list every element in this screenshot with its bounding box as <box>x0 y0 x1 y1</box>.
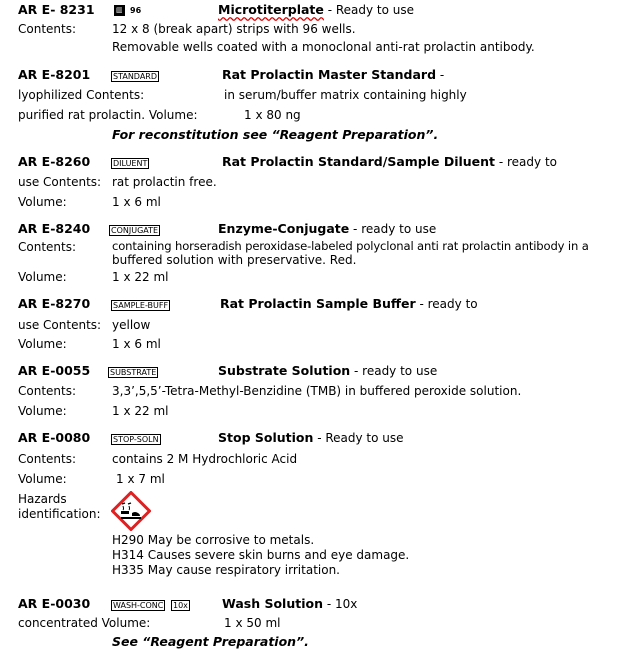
contents-text: rat prolactin free. <box>112 175 217 189</box>
volume-text: 1 x 22 ml <box>112 270 169 284</box>
volume-text: 1 x 22 ml <box>112 404 169 418</box>
product-code: AR E-8270 <box>18 296 91 311</box>
contents-text: containing horseradish peroxidase-labeled polyclonal anti rat prolactin antibody in a <box>112 239 589 253</box>
badge: DILUENT <box>113 159 148 168</box>
volume-label: Volume: <box>18 195 67 209</box>
product-title-line <box>218 3 414 17</box>
badge: 96 <box>130 6 142 15</box>
product-status: - ready to use <box>350 364 438 378</box>
product-code: AR E- 8231 <box>18 2 95 17</box>
product-code: AR E-0080 <box>18 430 91 445</box>
product-title-line <box>218 431 404 445</box>
volume-text: 1 x 6 ml <box>112 337 161 351</box>
badge: SUBSTRATE <box>110 368 157 377</box>
product-code: AR E-8201 <box>18 67 91 82</box>
product-status: - 10x <box>323 597 358 611</box>
wrapped-label: use Contents: <box>18 175 102 189</box>
contents-text: 12 x 8 (break apart) strips with 96 wells. <box>112 22 356 36</box>
contents-text: contains 2 M Hydrochloric Acid <box>112 452 298 466</box>
contents-extra: Removable wells coated with a monoclonal anti-rat prolactin antibody. <box>112 40 535 54</box>
product-status: - ready to use <box>349 222 437 236</box>
badge: WASH-CONC <box>113 601 164 610</box>
contents-text: yellow <box>112 318 151 332</box>
hazards-label-2: identification: <box>18 507 101 521</box>
corrosive-pictogram-icon <box>111 491 151 531</box>
volume-text: 1 x 50 ml <box>224 616 281 630</box>
product-status: - ready to <box>415 297 478 311</box>
wrapped-label: purified rat prolactin. Volume: <box>18 108 198 122</box>
product-status: - Ready to use <box>313 431 404 445</box>
product-code: AR E-0055 <box>18 363 91 378</box>
contents-label: Contents: <box>18 452 77 466</box>
badge: STANDARD <box>113 72 158 81</box>
contents-text: in serum/buffer matrix containing highly <box>224 88 467 102</box>
product-name: Substrate Solution <box>218 363 351 378</box>
hazard-statement: H314 Causes severe skin burns and eye damage. <box>112 548 410 562</box>
product-status: - Ready to use <box>323 3 415 17</box>
contents-label: Contents: <box>18 22 77 36</box>
volume-label: Volume: <box>18 270 67 284</box>
product-name: Microtiterplate <box>218 2 324 17</box>
product-name: Rat Prolactin Standard/Sample Diluent <box>222 154 496 169</box>
product-code: AR E-8260 <box>18 154 91 169</box>
wrapped-label: use Contents: <box>18 318 102 332</box>
product-name: Rat Prolactin Master Standard <box>222 67 437 82</box>
product-title-line <box>222 597 357 611</box>
volume-text: 1 x 6 ml <box>112 195 161 209</box>
volume-label: Volume: <box>18 472 67 486</box>
wrapped-label: concentrated Volume: <box>18 616 151 630</box>
contents-text-2: buffered solution with preservative. Red. <box>112 253 357 267</box>
volume-label: Volume: <box>18 404 67 418</box>
contents-label: Contents: <box>18 384 77 398</box>
hazard-statement: H290 May be corrosive to metals. <box>112 533 315 547</box>
wrapped-label: lyophilized Contents: <box>18 88 145 102</box>
volume-text: 1 x 80 ng <box>244 108 301 122</box>
product-title-line <box>218 364 437 378</box>
product-title-line <box>218 222 436 236</box>
wells-icon: ▥ <box>116 6 123 14</box>
product-status: - <box>436 68 445 82</box>
contents-text: 3,3’,5,5’-Tetra-Methyl-Benzidine (TMB) in buffered peroxide solution. <box>112 384 522 398</box>
badge: CONJUGATE <box>111 226 159 235</box>
product-title-line <box>222 68 444 82</box>
product-status: - ready to <box>495 155 557 169</box>
badge: SAMPLE-BUFF <box>113 301 169 310</box>
note: For reconstitution see “Reagent Preparation”. <box>112 127 439 142</box>
badge-2: 10x <box>173 601 188 610</box>
product-code: AR E-0030 <box>18 596 91 611</box>
volume-text: 1 x 7 ml <box>116 472 165 486</box>
product-code: AR E-8240 <box>18 221 91 236</box>
hazards-label: Hazards <box>18 492 67 506</box>
badge: STOP-SOLN <box>113 435 159 444</box>
note: See “Reagent Preparation”. <box>112 634 309 649</box>
product-title-line <box>222 155 557 169</box>
hazard-statement: H335 May cause respiratory irritation. <box>112 563 340 577</box>
product-name: Stop Solution <box>218 430 314 445</box>
contents-label: Contents: <box>18 240 77 254</box>
product-name: Enzyme-Conjugate <box>218 221 350 236</box>
volume-label: Volume: <box>18 337 67 351</box>
product-name: Wash Solution <box>222 596 323 611</box>
product-name: Rat Prolactin Sample Buffer <box>220 296 416 311</box>
product-title-line <box>220 297 478 311</box>
